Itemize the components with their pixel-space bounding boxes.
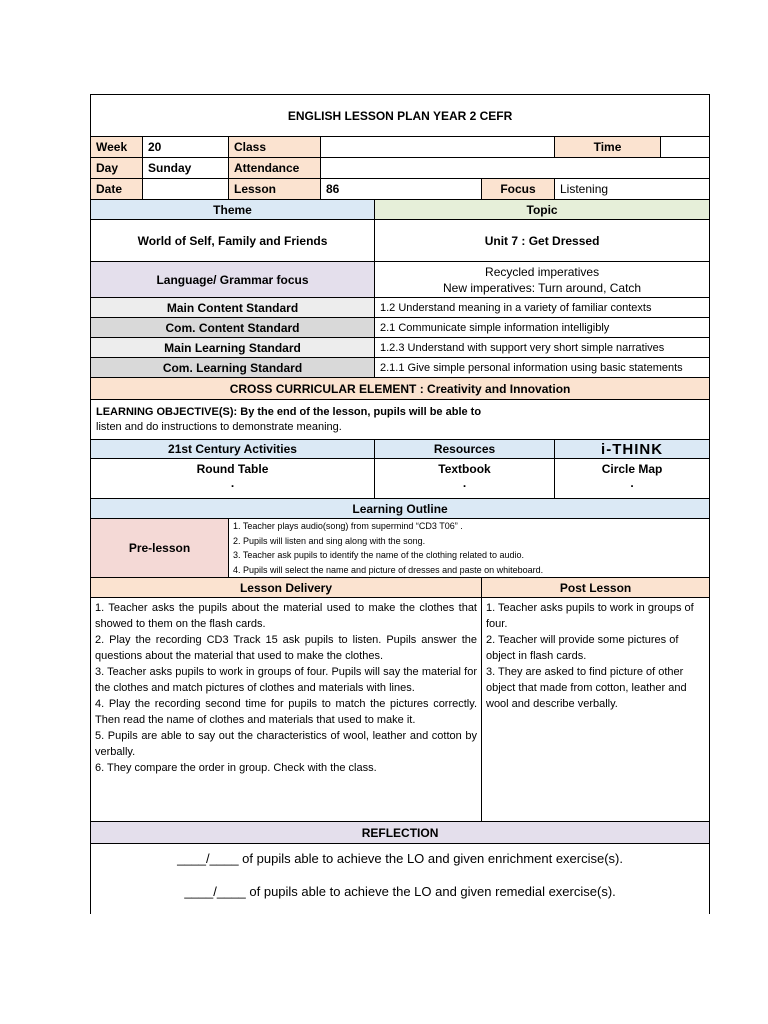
day-value[interactable]: Sunday [143, 158, 229, 179]
lesson-delivery-step: 2. Play the recording CD3 Track 15 ask pupils to listen. Pupils answer the questions about the material that used to make the clothes. [95, 634, 477, 662]
lesson-delivery-step: 6. They compare the order in group. Check with the class. [95, 762, 377, 774]
lesson-delivery-step: 4. Play the recording second time for pupils to match the pictures correctly. Then read the name of clothes and materials that used to make it. [95, 698, 477, 726]
lesson-plan-sheet [90, 94, 709, 914]
ithink-header [555, 440, 710, 459]
post-lesson-header: Post Lesson [482, 578, 710, 598]
main-learning-standard-label: Main Learning Standard [91, 338, 375, 358]
lesson-plan-table [90, 94, 710, 914]
post-lesson-step: 3. They are asked to find picture of other object that made from cotton, leather and wool and describe verbally. [486, 666, 687, 710]
lesson-label: Lesson [229, 179, 321, 200]
activities-header: 21st Century Activities [91, 440, 375, 459]
week-value[interactable]: 20 [143, 137, 229, 158]
theme-value: World of Self, Family and Friends [91, 220, 375, 262]
time-label: Time [555, 137, 661, 158]
com-content-standard-value: 2.1 Communicate simple information intelligibly [375, 318, 710, 338]
pre-lesson-label: Pre-lesson [91, 519, 229, 578]
class-label: Class [229, 137, 321, 158]
grammar-focus-value [375, 262, 710, 298]
cross-curricular-element: CROSS CURRICULAR ELEMENT : Creativity and Innovation [91, 378, 710, 400]
ithink-logo: i-THINK [601, 440, 664, 458]
learning-objective-line-2: listen and do instructions to demonstrate meaning. [96, 420, 342, 433]
main-content-standard-value: 1.2 Understand meaning in a variety of familiar contexts [375, 298, 710, 318]
lesson-value[interactable]: 86 [321, 179, 482, 200]
post-lesson-step: 1. Teacher asks pupils to work in groups of four. [486, 602, 694, 630]
reflection-body [91, 844, 710, 914]
class-value[interactable] [321, 137, 555, 158]
attendance-value[interactable] [321, 158, 710, 179]
grammar-line-2: New imperatives: Turn around, Catch [443, 280, 642, 295]
activity-dot: . [230, 476, 235, 490]
pre-lesson-step: 1. Teacher plays audio(song) from supermind “CD3 T06” . [233, 521, 463, 531]
pre-lesson-step: 3. Teacher ask pupils to identify the name of the clothing related to audio. [233, 550, 525, 560]
lesson-delivery-step: 3. Teacher asks pupils to work in groups of four. Pupils will say the material for the clothes and match pictures of clothes and materials with lines. [95, 666, 477, 694]
page-title: ENGLISH LESSON PLAN YEAR 2 CEFR [91, 95, 710, 137]
topic-value: Unit 7 : Get Dressed [375, 220, 710, 262]
grammar-line-1: Recycled imperatives [485, 264, 600, 279]
reflection-line-2: ____/____ of pupils able to achieve the LO and given remedial exercise(s). [184, 884, 616, 899]
learning-objective-line-1: By the end of the lesson, pupils will be able to [237, 405, 482, 418]
resource-dot: . [462, 476, 467, 490]
com-learning-standard-label: Com. Learning Standard [91, 358, 375, 378]
lesson-delivery-steps [91, 598, 482, 822]
ithink-dot: . [630, 476, 634, 490]
resource-name: Textbook [438, 462, 491, 476]
post-lesson-steps [482, 598, 710, 822]
com-content-standard-label: Com. Content Standard [91, 318, 375, 338]
post-lesson-step: 2. Teacher will provide some pictures of object in flash cards. [486, 634, 679, 662]
lesson-delivery-step: 5. Pupils are able to say out the characteristics of wool, leather and cotton by verbally. [95, 730, 477, 758]
resources-header: Resources [375, 440, 555, 459]
ithink-map: Circle Map [601, 462, 663, 476]
learning-objective [91, 400, 710, 440]
focus-value[interactable]: Listening [555, 179, 710, 200]
topic-label: Topic [375, 200, 710, 220]
reflection-line-1: ____/____ of pupils able to achieve the LO and given enrichment exercise(s). [177, 851, 623, 866]
main-learning-standard-value: 1.2.3 Understand with support very short simple narratives [375, 338, 710, 358]
reflection-header: REFLECTION [91, 822, 710, 844]
theme-label: Theme [91, 200, 375, 220]
activities-value [91, 459, 375, 499]
focus-label: Focus [482, 179, 555, 200]
activity-name: Round Table [196, 462, 269, 476]
main-content-standard-label: Main Content Standard [91, 298, 375, 318]
pre-lesson-steps [229, 519, 710, 578]
pre-lesson-step: 4. Pupils will select the name and picture of dresses and paste on whiteboard. [233, 564, 544, 575]
lesson-delivery-header: Lesson Delivery [91, 578, 482, 598]
time-value[interactable] [661, 137, 710, 158]
ithink-value [555, 459, 710, 499]
resources-value [375, 459, 555, 499]
day-label: Day [91, 158, 143, 179]
date-value[interactable] [143, 179, 229, 200]
lesson-delivery-step: 1. Teacher asks the pupils about the material used to make the clothes that showed to them on the flash cards. [95, 602, 477, 630]
pre-lesson-step: 2. Pupils will listen and sing along with the song. [233, 535, 426, 546]
grammar-focus-label: Language/ Grammar focus [91, 262, 375, 298]
learning-objective-label: LEARNING OBJECTIVE(S): [96, 405, 238, 418]
com-learning-standard-value: 2.1.1 Give simple personal information using basic statements [375, 358, 710, 378]
attendance-label: Attendance [229, 158, 321, 179]
date-label: Date [91, 179, 143, 200]
week-label: Week [91, 137, 143, 158]
learning-outline-header: Learning Outline [91, 499, 710, 519]
